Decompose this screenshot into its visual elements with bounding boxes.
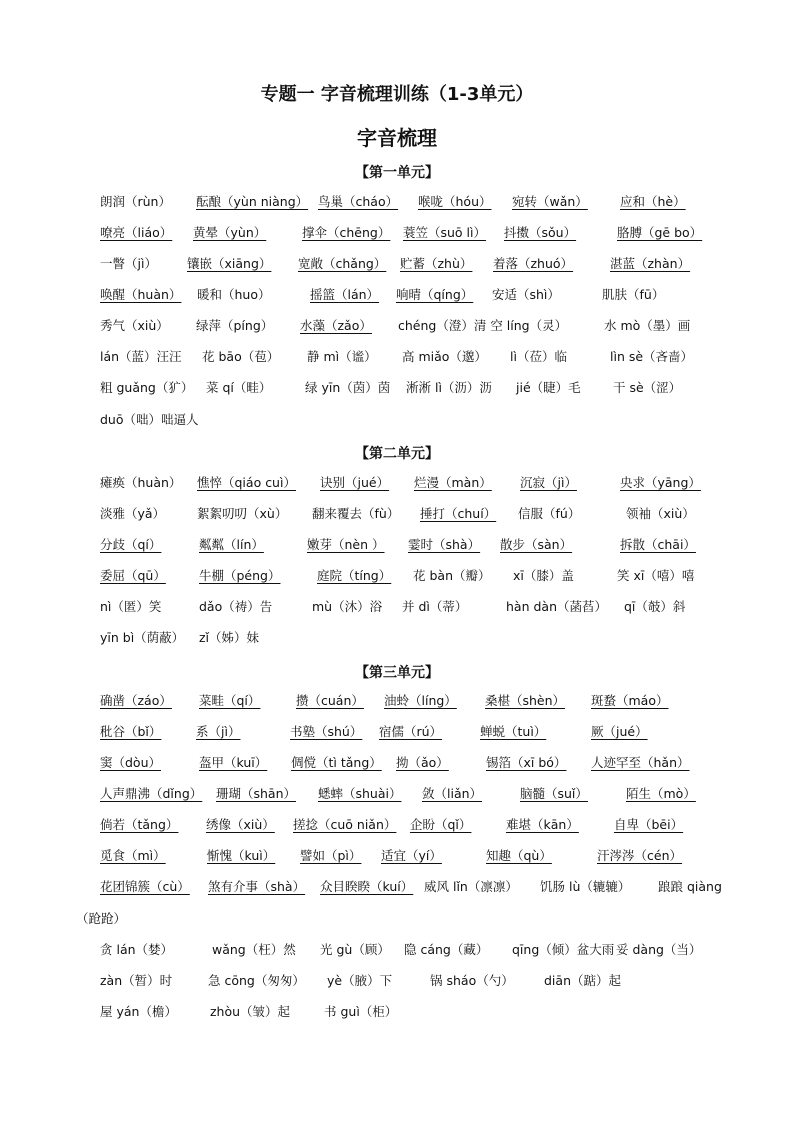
word-row (0, 504, 794, 528)
word-pinyin-item: 盔甲（kuī） (199, 755, 268, 770)
word-pinyin-item: chéng（澄）清 空 líng（灵） (398, 318, 568, 333)
word-row (0, 223, 794, 247)
word-pinyin-item: 酝酿（yùn niàng） (196, 194, 309, 209)
word-pinyin-item: 撑伞（chēng） (302, 225, 391, 240)
word-row (0, 753, 794, 777)
word-pinyin-item: 煞有介事（shà） (208, 879, 306, 894)
word-pinyin-item: 宛转（wǎn） (512, 194, 588, 209)
word-pinyin-item: 絮絮叨叨（xù） (197, 506, 288, 521)
word-pinyin-item: 花 bàn（瓣） (413, 568, 491, 583)
word-pinyin-item: 威风 lǐn（凛凛） (424, 879, 518, 894)
word-pinyin-item: 湛蓝（zhàn） (610, 256, 691, 271)
word-pinyin-item: 人声鼎沸（dǐng） (100, 786, 203, 801)
word-pinyin-item: mù（沐）浴 (312, 599, 383, 614)
word-pinyin-item: 憔悴（qiáo cuì） (197, 475, 296, 490)
word-pinyin-item: 珊瑚（shān） (216, 786, 297, 801)
word-pinyin-item: yīn bì（荫蔽） (100, 630, 185, 645)
word-pinyin-item: 知趣（qù） (486, 848, 552, 863)
word-pinyin-item: 喉咙（hóu） (418, 194, 492, 209)
word-pinyin-item: 贮蓄（zhù） (400, 256, 473, 271)
word-pinyin-item: 粗 guǎng（犷） (100, 380, 194, 395)
word-row (0, 566, 794, 590)
word-pinyin-item: 急 cōng（匆匆） (208, 973, 305, 988)
word-pinyin-item: qī（攲）斜 (624, 599, 686, 614)
word-pinyin-item: 拗（ǎo） (396, 755, 449, 770)
word-pinyin-item: 花 bāo（苞） (202, 349, 280, 364)
word-pinyin-item: xī（膝）盖 (513, 568, 574, 583)
word-pinyin-item: 倘若（tǎng） (100, 817, 179, 832)
word-row (0, 815, 794, 839)
word-row (0, 846, 794, 870)
word-pinyin-item: 分歧（qí） (100, 537, 162, 552)
word-row (0, 909, 794, 933)
word-row (0, 347, 794, 371)
document-subtitle: 字音梳理 (357, 126, 437, 150)
section-heading: 【第一单元】 (355, 165, 439, 181)
word-pinyin-item: 厥（jué） (591, 724, 648, 739)
word-pinyin-item: 响晴（qíng） (396, 287, 474, 302)
word-pinyin-item: 惭愧（kuì） (207, 848, 276, 863)
word-pinyin-item: 捶打（chuí） (420, 506, 497, 521)
word-pinyin-item: 汗涔涔（cén） (597, 848, 682, 863)
word-pinyin-item: 委屈（qū） (100, 568, 166, 583)
word-pinyin-item: 绿萍（píng） (196, 318, 274, 333)
word-pinyin-item: 难堪（kān） (506, 817, 579, 832)
word-pinyin-item: 高 miǎo（邈） (402, 349, 487, 364)
word-pinyin-item: 人迹罕至（hǎn） (591, 755, 690, 770)
word-pinyin-item: 菜畦（qí） (199, 693, 261, 708)
word-pinyin-item: 着落（zhuó） (493, 256, 574, 271)
word-pinyin-item: 花团锦簇（cù） (100, 879, 190, 894)
word-pinyin-item: jié（睫）毛 (516, 380, 581, 395)
word-pinyin-item: zàn（暂）时 (100, 973, 173, 988)
word-pinyin-item: 嘹亮（liáo） (100, 225, 173, 240)
word-pinyin-item: 安适（shì） (492, 287, 560, 302)
word-pinyin-item: 锡箔（xī bó） (486, 755, 567, 770)
word-pinyin-item: 镶嵌（xiāng） (187, 256, 272, 271)
word-pinyin-item: 觅食（mì） (100, 848, 166, 863)
word-row (0, 1002, 794, 1026)
word-pinyin-item: 自卑（bēi） (614, 817, 684, 832)
word-pinyin-item: 攒（cuán） (296, 693, 364, 708)
word-row (0, 535, 794, 559)
word-pinyin-item: 水 mò（墨）画 (604, 318, 691, 333)
word-pinyin-item: 秀气（xiù） (100, 318, 169, 333)
word-pinyin-item: 胳膊（gē bo） (617, 225, 703, 240)
section-heading: 【第三单元】 (355, 665, 439, 681)
word-pinyin-item: 央求（yāng） (620, 475, 701, 490)
document-title: 专题一 字音梳理训练（1-3单元） (260, 84, 534, 105)
word-pinyin-item: 饥肠 lù（辘辘） (540, 879, 631, 894)
word-pinyin-item: 宿儒（rú） (379, 724, 443, 739)
word-pinyin-item: 沉寂（jì） (520, 475, 577, 490)
word-pinyin-item: 领袖（xiù） (626, 506, 695, 521)
word-pinyin-item: 众目睽睽（kuí） (320, 879, 414, 894)
word-pinyin-item: （跄跄） (76, 911, 127, 926)
word-pinyin-item: 翻来覆去（fù） (312, 506, 400, 521)
word-pinyin-item: 油蛉（líng） (384, 693, 457, 708)
word-pinyin-item: 隐 cáng（藏） (404, 942, 489, 957)
word-pinyin-item: 脑髓（suǐ） (520, 786, 588, 801)
word-pinyin-item: 诀别（jué） (320, 475, 390, 490)
word-pinyin-item: qīng（倾）盆大雨 (512, 942, 615, 957)
word-row (0, 192, 794, 216)
word-pinyin-item: 并 dì（蒂） (402, 599, 468, 614)
word-pinyin-item: 拆散（chāi） (620, 537, 696, 552)
word-pinyin-item: 适宜（yí） (381, 848, 442, 863)
word-pinyin-item: 妥 dàng（当） (616, 942, 702, 957)
word-row (0, 628, 794, 652)
word-pinyin-item: lán（蓝）汪汪 (100, 349, 182, 364)
word-pinyin-item: duō（咄）咄逼人 (100, 412, 199, 427)
word-row (0, 254, 794, 278)
word-row (0, 378, 794, 402)
word-pinyin-item: 鸟巢（cháo） (318, 194, 399, 209)
word-pinyin-item: 确凿（záo） (100, 693, 172, 708)
word-pinyin-item: 蝉蜕（tuì） (480, 724, 547, 739)
word-pinyin-item: 朗润（rùn） (100, 194, 171, 209)
word-row (0, 316, 794, 340)
word-pinyin-item: 锅 sháo（勺） (430, 973, 514, 988)
word-pinyin-item: lì（莅）临 (510, 349, 567, 364)
word-row (0, 940, 794, 964)
word-pinyin-item: dǎo（祷）告 (199, 599, 273, 614)
word-pinyin-item: zǐ（姊）妹 (199, 630, 260, 645)
word-pinyin-item: 唤醒（huàn） (100, 287, 182, 302)
word-pinyin-item: 企盼（qǐ） (410, 817, 472, 832)
word-pinyin-item: 瘫痪（huàn） (100, 475, 182, 490)
word-pinyin-item: 牛棚（péng） (199, 568, 281, 583)
word-pinyin-item: 书 guì（柜） (324, 1004, 398, 1019)
word-pinyin-item: 摇篮（lán） (310, 287, 380, 302)
word-row (0, 877, 794, 901)
word-pinyin-item: 书塾（shú） (290, 724, 363, 739)
word-pinyin-item: 倜傥（tì tǎng） (291, 755, 382, 770)
word-pinyin-item: 蓑笠（suō lì） (403, 225, 487, 240)
word-pinyin-item: 散步（sàn） (500, 537, 573, 552)
word-pinyin-item: 踉踉 qiàng (658, 879, 722, 894)
word-pinyin-item: 譬如（pì） (300, 848, 362, 863)
word-pinyin-item: 窦（dòu） (100, 755, 162, 770)
word-pinyin-item: 陌生（mò） (626, 786, 696, 801)
word-pinyin-item: zhòu（皱）起 (210, 1004, 291, 1019)
word-row (0, 597, 794, 621)
word-pinyin-item: 光 gù（顾） (320, 942, 390, 957)
word-pinyin-item: 淅淅 lì（沥）沥 (406, 380, 492, 395)
word-pinyin-item: 宽敞（chǎng） (298, 256, 387, 271)
word-row (0, 410, 794, 434)
word-pinyin-item: 菜 qí（畦） (206, 380, 272, 395)
word-pinyin-item: 桑椹（shèn） (485, 693, 566, 708)
word-pinyin-item: 抖擞（sǒu） (504, 225, 577, 240)
word-pinyin-item: 暖和（huo） (197, 287, 271, 302)
word-pinyin-item: 黄晕（yùn） (193, 225, 267, 240)
word-pinyin-item: 水藻（zǎo） (300, 318, 372, 333)
word-pinyin-item: 斑蝥（máo） (591, 693, 669, 708)
word-pinyin-item: wǎng（枉）然 (212, 942, 296, 957)
word-pinyin-item: 蟋蟀（shuài） (318, 786, 402, 801)
word-pinyin-item: nì（匿）笑 (100, 599, 162, 614)
word-pinyin-item: 肌肤（fū） (602, 287, 665, 302)
word-pinyin-item: 笑 xī（嘻）嘻 (617, 568, 695, 583)
word-pinyin-item: 烂漫（màn） (414, 475, 492, 490)
word-pinyin-item: 搓捻（cuō niǎn） (293, 817, 397, 832)
word-pinyin-item: 一瞥（jì） (100, 256, 157, 271)
word-pinyin-item: 信服（fú） (518, 506, 581, 521)
word-row (0, 722, 794, 746)
word-pinyin-item: 贪 lán（婪） (100, 942, 174, 957)
word-pinyin-item: 应和（hè） (620, 194, 686, 209)
word-row (0, 784, 794, 808)
word-pinyin-item: hàn dàn（菡萏） (506, 599, 607, 614)
word-pinyin-item: 敛（liǎn） (422, 786, 483, 801)
word-pinyin-item: 干 sè（涩） (613, 380, 682, 395)
word-pinyin-item: diān（踮）起 (544, 973, 621, 988)
word-pinyin-item: 嫩芽（nèn ） (307, 537, 385, 552)
word-pinyin-item: 粼粼（lín） (199, 537, 264, 552)
word-row (0, 971, 794, 995)
word-pinyin-item: 绿 yīn（茵）茵 (305, 380, 391, 395)
word-pinyin-item: 静 mì（谧） (307, 349, 377, 364)
word-pinyin-item: 淡雅（yǎ） (100, 506, 166, 521)
section-heading: 【第二单元】 (355, 446, 439, 462)
word-row (0, 473, 794, 497)
word-pinyin-item: 庭院（tíng） (317, 568, 392, 583)
word-pinyin-item: 秕谷（bǐ） (100, 724, 162, 739)
word-pinyin-item: 绣像（xiù） (206, 817, 275, 832)
word-pinyin-item: 屋 yán（檐） (100, 1004, 177, 1019)
word-pinyin-item: yè（腋）下 (327, 973, 393, 988)
word-row (0, 285, 794, 309)
word-pinyin-item: 霎时（shà） (408, 537, 481, 552)
word-row (0, 691, 794, 715)
word-pinyin-item: 系（jì） (196, 724, 241, 739)
word-pinyin-item: lìn sè（吝啬） (610, 349, 694, 364)
